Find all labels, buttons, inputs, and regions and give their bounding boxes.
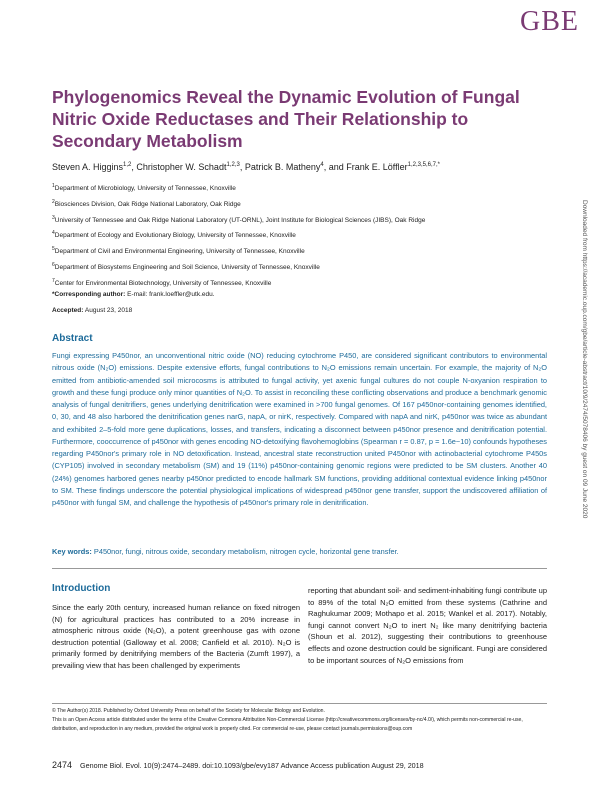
download-watermark bbox=[578, 200, 588, 600]
affiliation-list bbox=[52, 180, 552, 290]
journal-logo: GBE bbox=[520, 6, 579, 37]
abstract-body: Fungi expressing P450nor, an unconventional nitric oxide (NO) reducing cytochrome P450, are considered significant contributors to environmental nitrous oxide (N₂O) emissions. Despite extensive efforts, fungal contributions to N₂O emissions remain uncertain. For example, the majority of N₂O emitted from antibiotic-amended soil microcosms is attributed to fungal activity, yet axenic fungal cultures do not couple N-oxyanion respiration to growth and these fungi produce only minor quantities of N₂O. To assist in reconciling these conflicting observations and produce a benchmark genomic analysis of fungal denitrifiers, genes underlying denitrification were examined in >700 fungal genomes. Of 167 p450nor-containing genomes identified, 0, 30, and 48 also harbored the denitrification genes narG, napA, or nirK, respectively. Compared with napA and nirK, p450nor was twice as abundant and exhibited 2–5-fold more gene duplications, losses, and transfers, indicating a disconnect between p450nor presence and denitrification potential. Furthermore, cooccurrence of p450nor with genes encoding NO-detoxifying flavohemoglobins (Spearman r = 0.87, p = 1.6e−10) confounds hypotheses regarding P450nor's primary role in NO detoxification. Instead, ancestral state reconstruction united P450nor with actinobacterial cytochrome P450s (CYP105) involved in secondary metabolism (SM) and 19 (11%) p450nor-containing genomic regions were predicted to be SM clusters. Another 40 (24%) genomes harbored genes nearby p450nor predicted to encode hallmark SM functions, providing additional contextual evidence linking p450nor to SM. These findings underscore the potential physiological implications of widespread p450nor gene transfer, support the undiscovered affiliation of p450nor with fungal SM, and challenge the hypothesis of p450nor's primary role in denitrification. bbox=[52, 351, 547, 507]
author-affiliation-marker: 1,2 bbox=[123, 162, 132, 168]
affiliation-item bbox=[52, 227, 552, 243]
author-name-text: Christopher W. Schadt bbox=[136, 162, 227, 172]
corresponding-email-link[interactable]: E-mail: frank.loeffler@utk.edu. bbox=[127, 291, 215, 298]
abstract-heading: Abstract bbox=[52, 333, 93, 344]
affiliation-text: University of Tennessee and Oak Ridge National Laboratory (UT-ORNL), Joint Institute for Biological Sciences (JIBS), Oak Ridge bbox=[54, 216, 426, 224]
affiliation-text: Department of Ecology and Evolutionary Biology, University of Tennessee, Knoxville bbox=[54, 232, 296, 240]
affiliation-text: Department of Civil and Environmental Engineering, University of Tennessee, Knoxville bbox=[54, 248, 305, 256]
page-number: 2474 bbox=[52, 760, 73, 770]
author-name bbox=[136, 162, 239, 172]
affiliation-number: 6 bbox=[52, 261, 55, 268]
section-divider bbox=[52, 568, 547, 569]
download-watermark-text: Downloaded from https://academic.oup.com/gbe/article-abstract/10/9/2474/5078406 by guest on 09 June 2020 bbox=[581, 200, 588, 519]
keywords-list: P450nor, fungi, nitrous oxide, secondary metabolism, nitrogen cycle, horizontal gene transfer. bbox=[93, 547, 399, 556]
author-affiliation-marker: 1,2,3 bbox=[226, 162, 240, 168]
affiliation-text: Biosciences Division, Oak Ridge National Laboratory, Oak Ridge bbox=[54, 200, 241, 208]
affiliation-number: 5 bbox=[52, 246, 55, 252]
affiliation-number: 7 bbox=[52, 277, 55, 284]
introduction-heading: Introduction bbox=[52, 583, 111, 594]
citation-line: Genome Biol. Evol. 10(9):2474–2489. doi:10.1093/gbe/evy187 Advance Access publication August 29, 2018 bbox=[80, 761, 424, 770]
affiliation-text: Department of Biosystems Engineering and Soil Science, University of Tennessee, Knoxville bbox=[54, 263, 320, 271]
affiliation-item bbox=[52, 243, 552, 259]
corresponding-label: *Corresponding author: bbox=[52, 291, 126, 298]
accepted-label: Accepted: bbox=[52, 307, 84, 314]
affiliation-item bbox=[52, 196, 552, 212]
author-affiliation-marker: 4 bbox=[320, 162, 324, 168]
keywords-label: Key words: bbox=[52, 547, 92, 556]
keywords bbox=[52, 547, 547, 556]
author-name bbox=[245, 162, 324, 172]
author-name-text: Steven A. Higgins bbox=[52, 162, 124, 172]
affiliation-text: Center for Environmental Biotechnology, University of Tennessee, Knoxville bbox=[54, 279, 272, 287]
footnote-divider bbox=[52, 703, 547, 704]
affiliation-item bbox=[52, 180, 552, 196]
accepted-date: August 23, 2018 bbox=[84, 307, 133, 314]
author-name bbox=[346, 162, 440, 172]
affiliation-text: Department of Microbiology, University of Tennessee, Knoxville bbox=[54, 185, 236, 193]
author-name-text: Frank E. Löffler bbox=[346, 162, 408, 172]
license-terms: This is an Open Access article distributed under the terms of the Creative Commons Attribution Non-Commercial License (http://creativecommons.org/licenses/by-nc/4.0/), which permits non-commercial re-use, distribution, and reproduction in any medium, provided the original work is properly cited. For commercial re-use, please contact journals.permissions@oup.com bbox=[52, 717, 523, 732]
affiliation-number: 4 bbox=[52, 230, 55, 237]
introduction-right-column: reporting that abundant soil- and sediment-inhabiting fungi contribute up to 89% of the total N₂O emitted from these systems (Cathrine and Raghukumar 2009; Mothapo et al. 2015; Wankel et al. 2017). Notably, fungi cannot convert N₂O to inert N₂ like many denitrifying bacteria (Shoun et al. 2012), suggesting their contributions to greenhouse effects and ozone destruction could be significant. Fungi are considered to be important sources of N₂O emissions from bbox=[308, 586, 547, 665]
license-notice bbox=[52, 707, 547, 734]
affiliation-number: 1 bbox=[52, 183, 55, 189]
author-name-text: Patrick B. Matheny bbox=[244, 162, 321, 172]
copyright-line: © The Author(s) 2018. Published by Oxford University Press on behalf of the Society for Molecular Biology and Evolution. bbox=[52, 708, 325, 714]
affiliation-number: 2 bbox=[52, 198, 55, 205]
affiliation-number: 3 bbox=[52, 214, 55, 221]
affiliation-item bbox=[52, 212, 552, 228]
correspondence-block bbox=[52, 287, 215, 319]
author-affiliation-marker: 1,2,3,5,6,7,* bbox=[407, 162, 440, 168]
introduction-left-column: Since the early 20th century, increased human reliance on fixed nitrogen (N) for agricultural practices has contributed to a 20% increase in atmospheric nitrous oxide (N₂O), a potent greenhouse gas with ozone destruction potential (Galloway et al. 2008; Canfield et al. 2010). N₂O is primarily formed by denitrifying members of the Bacteria (Zumft 1997), a prevailing view that has been challenged by experiments bbox=[52, 603, 300, 670]
affiliation-item bbox=[52, 259, 552, 275]
article-title: Phylogenomics Reveal the Dynamic Evolution of Fungal Nitric Oxide Reductases and Their Relationship to Secondary Metabolism bbox=[52, 87, 520, 151]
author-list: Steven A. Higgins$^{1,2}$, Christopher W. Schadt$^{1,2,3}$, Patrick B. Matheny$^4$, and Frank E. Löffler$^{1,2,3,5,6,7,*}$ bbox=[52, 162, 440, 172]
page-footer bbox=[52, 760, 547, 770]
author-name bbox=[52, 162, 131, 172]
